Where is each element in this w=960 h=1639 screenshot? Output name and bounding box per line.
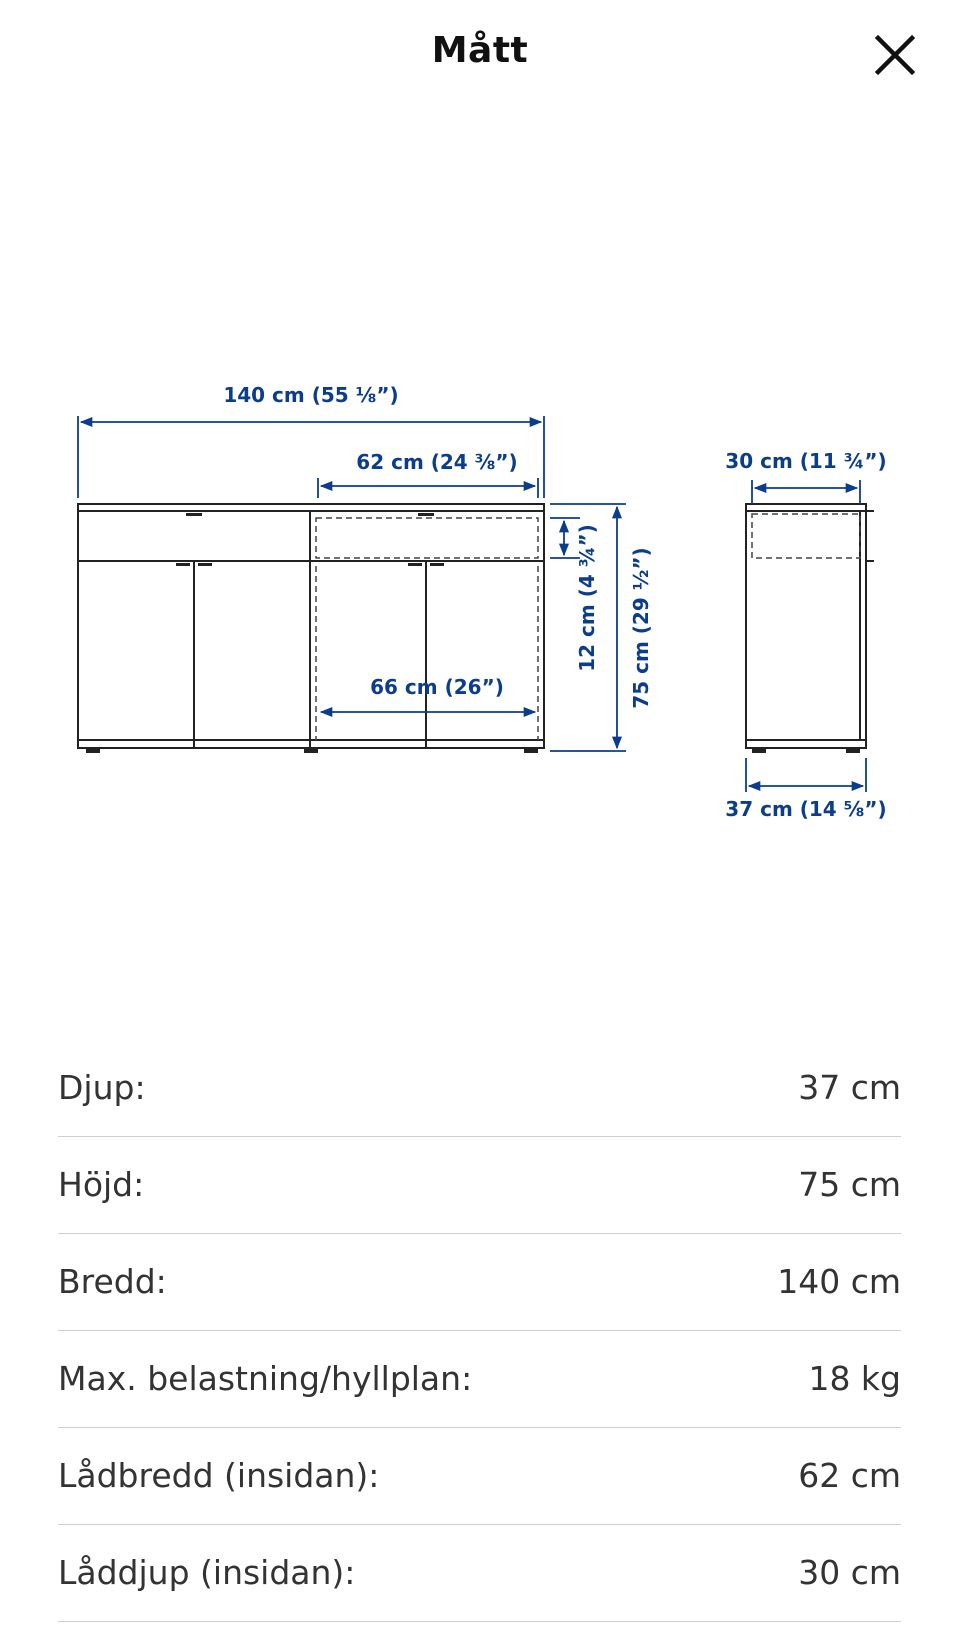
spec-value: 30 cm xyxy=(798,1553,901,1592)
close-icon xyxy=(872,32,918,78)
spec-row-drawer-width xyxy=(58,1428,901,1525)
label-inner-width: 66 cm (26”) xyxy=(370,675,504,699)
spec-row-width xyxy=(58,1234,901,1331)
spec-value: 37 cm xyxy=(798,1068,901,1107)
spec-label: Djup: xyxy=(58,1068,146,1107)
label-total-height: 75 cm (29 ½”) xyxy=(629,547,653,709)
spec-row-max-load xyxy=(58,1331,901,1428)
spec-label: Höjd: xyxy=(58,1165,145,1204)
close-button[interactable] xyxy=(872,32,918,78)
side-view-cabinet xyxy=(746,504,874,748)
side-drawer-dashed xyxy=(752,514,860,558)
label-drawer-width: 62 cm (24 ⅜”) xyxy=(356,450,518,474)
spec-label: Lådbredd (insidan): xyxy=(58,1456,380,1495)
spec-label: Max. belastning/hyllplan: xyxy=(58,1359,473,1398)
spec-value: 62 cm xyxy=(798,1456,901,1495)
label-total-width: 140 cm (55 ⅛”) xyxy=(223,383,399,407)
spec-value: 18 kg xyxy=(808,1359,901,1398)
spec-value: 75 cm xyxy=(798,1165,901,1204)
dimension-diagram xyxy=(0,340,960,860)
spec-row-depth xyxy=(58,1040,901,1137)
label-drawer-depth: 30 cm (11 ¾”) xyxy=(725,449,887,473)
page-title: Mått xyxy=(431,30,529,71)
modal-header xyxy=(0,0,960,110)
spec-label: Låddjup (insidan): xyxy=(58,1553,356,1592)
spec-row-drawer-depth xyxy=(58,1525,901,1622)
specs-list xyxy=(58,1040,901,1622)
spec-label: Bredd: xyxy=(58,1262,167,1301)
side-dimension-lines xyxy=(746,480,866,792)
label-total-depth: 37 cm (14 ⅝”) xyxy=(725,797,887,821)
label-drawer-height: 12 cm (4 ¾”) xyxy=(575,524,599,672)
spec-value: 140 cm xyxy=(777,1262,901,1301)
spec-row-height xyxy=(58,1137,901,1234)
